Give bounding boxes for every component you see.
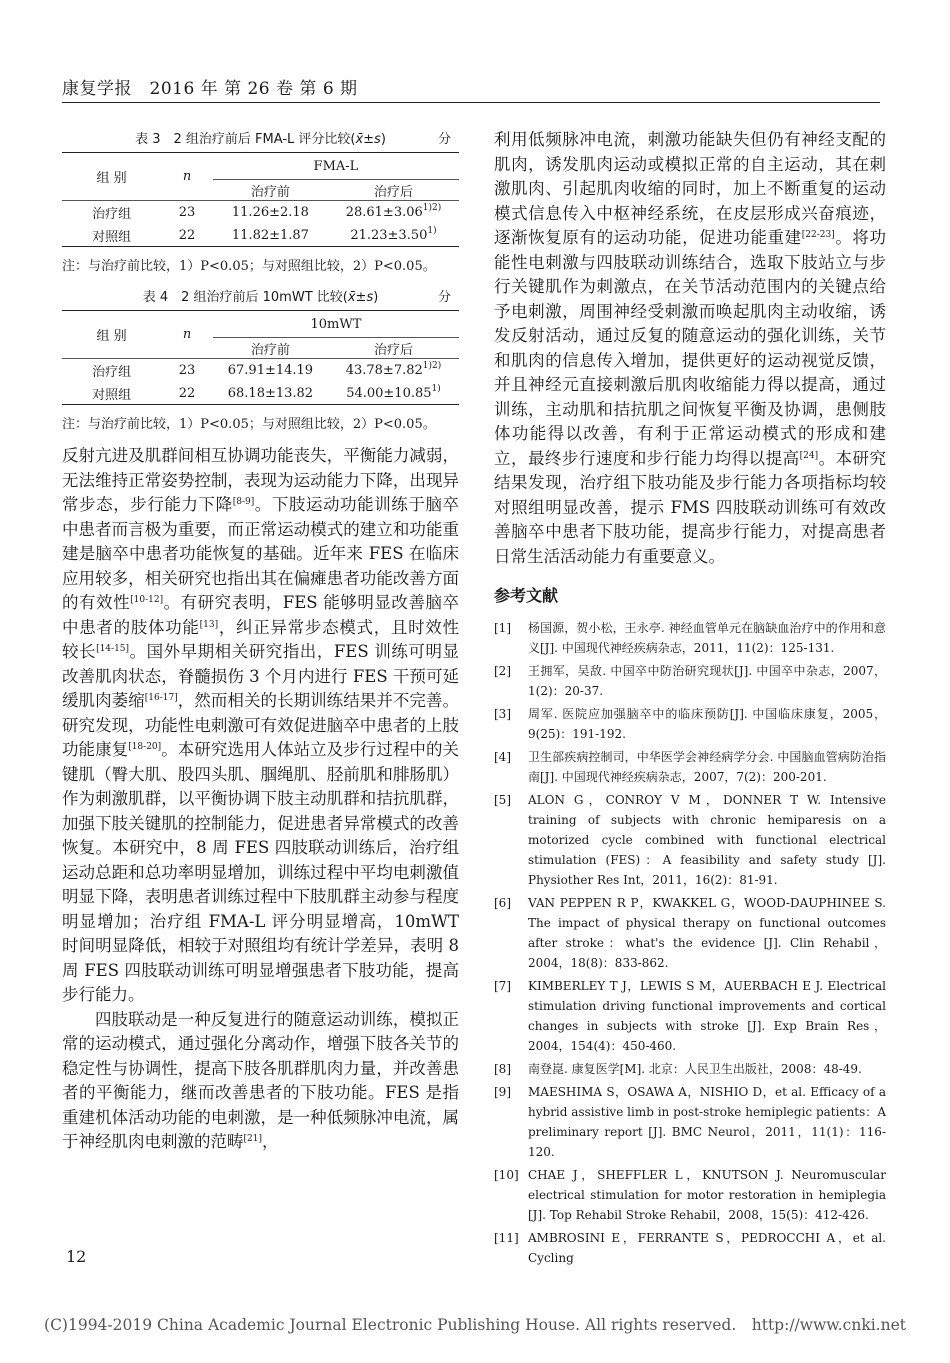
reference-item <box>494 661 886 701</box>
citation: [22-23] <box>801 230 835 240</box>
citation: [16-17] <box>144 693 178 703</box>
journal-header: 康复学报 2016 年 第 26 卷 第 6 期 <box>62 79 358 99</box>
citation: [21] <box>243 1134 262 1144</box>
text-run: 利用低频脉冲电流，刺激功能缺失但仍有神经支配的肌肉，诱发肌肉运动或模拟正常的自主运动，其在刺激肌肉、引起肌肉收缩的同时，加上不断重复的运动模式信息传入中枢神经系统，在皮层形成兴奋痕迹，逐渐恢复原有的运动功能，促进功能重建 <box>494 130 886 247</box>
table-cell-group: 对照组 <box>62 224 161 247</box>
text-run: ，然而相关的长期训练结果并不完善。研究发现，功能性电刺激可有效促进脑卒中患者的上肢功能康复 <box>62 691 459 759</box>
table3-caption-text: 表 3 2 组治疗前后 FMA-L 评分比较( <box>135 132 356 147</box>
table3-col-n: n <box>182 169 192 184</box>
reference-number: [7] <box>494 979 511 993</box>
table-cell-n: 22 <box>161 224 213 247</box>
reference-text: MAESHIMA S，OSAWA A，NISHIO D，et al. Efficacy of a hybrid assistive limb in post-stroke hemiplegic patients：A preliminary report [J]. BMC Neurol，2011，11(1)：116-120. <box>528 1085 886 1159</box>
copyright-footer: (C)1994-2019 China Academic Journal Electronic Publishing House. All rights reserved. http://www.cnki.net <box>44 1316 906 1334</box>
reference-number: [10] <box>494 1168 519 1182</box>
table-cell-group: 治疗组 <box>62 359 161 383</box>
text-run: 。下肢运动功能训练于脑卒中患者而言极为重要，而正常运动模式的建立和功能重建是脑卒中患者功能恢复的基础。近年来 FES 在临床应用较多，相关研究也指出其在偏瘫患者功能改善方面的有效性 <box>62 495 460 612</box>
table4-unit: 分 <box>437 290 451 305</box>
table-cell-after: 54.00±10.85 <box>346 385 432 401</box>
citation: [18-20] <box>128 742 162 752</box>
table-row <box>62 201 459 225</box>
reference-number: [2] <box>494 664 511 678</box>
table3 <box>62 152 459 247</box>
table3-col-measure: FMA-L <box>213 153 459 180</box>
reference-item <box>494 1228 886 1268</box>
text-run: 。国外早期相关研究指出，FES 训练可明显改善肌肉状态，脊髓损伤 3 个月内进行 FES 干预可延缓肌肉萎缩 <box>62 642 460 710</box>
citation: [14-15] <box>96 644 130 654</box>
table-cell-before: 67.91±14.19 <box>213 359 328 383</box>
reference-text: 王拥军，吴敌. 中国卒中防治研究现状[J]. 中国卒中杂志，2007，1(2)：20-37. <box>528 664 886 698</box>
table4-caption-end: ) <box>373 290 379 305</box>
text-run: 。有研究表明，FES 能够明显改善脑卒中患者的肢体功能 <box>62 593 460 637</box>
table-cell-n: 22 <box>161 382 213 405</box>
table-cell-before: 11.26±2.18 <box>213 201 328 225</box>
table-cell-n: 23 <box>161 359 213 383</box>
table-row <box>62 382 459 405</box>
table4-col-group: 组 别 <box>62 311 161 359</box>
table-cell-sup: 1) <box>431 383 441 394</box>
table4 <box>62 310 459 405</box>
reference-item <box>494 1082 886 1162</box>
text-run: 四肢联动是一种反复进行的随意运动训练，模拟正常的运动模式，通过强化分离动作，增强下肢各关节的稳定性与协调性，提高下肢各肌群肌肉力量，并改善患者的平衡能力，继而改善患者的下肢功能。FES 是指重建机体活动功能的电刺激，是一种低频脉冲电流，属于神经肌肉电刺激的范畴 <box>62 1009 459 1151</box>
reference-text: 杨国源，贺小松，王永亭. 神经血管单元在脑缺血治疗中的作用和意义[J]. 中国现代神经疾病杂志，2011，11(2)：125-131. <box>528 621 886 655</box>
reference-item <box>494 704 886 744</box>
reference-text: VAN PEPPEN R P，KWAKKEL G，WOOD-DAUPHINEE S. The impact of physical therapy on functional outcomes after stroke：what's the evidence [J]. Clin Rehabil，2004，18(8)：833-862. <box>528 896 886 970</box>
citation: [13] <box>199 619 219 630</box>
table-row <box>62 224 459 247</box>
table-cell-group: 治疗组 <box>62 201 161 225</box>
table3-note: 注：与治疗前比较，1）P<0.05；与对照组比较，2）P<0.05。 <box>62 259 436 274</box>
table-cell-before: 11.82±1.87 <box>213 224 328 247</box>
reference-text: 南登崑. 康复医学[M]. 北京：人民卫生出版社，2008：48-49. <box>528 1062 862 1076</box>
table3-unit: 分 <box>437 132 451 147</box>
table4-col-before: 治疗前 <box>213 338 328 359</box>
reference-number: [9] <box>494 1085 511 1099</box>
table4-col-after: 治疗后 <box>328 338 459 359</box>
table-cell-sup: 1)2) <box>422 361 442 371</box>
table-cell-sup: 1)2) <box>422 203 442 213</box>
reference-number: [1] <box>494 621 511 635</box>
header-rule <box>62 102 880 103</box>
reference-text: 卫生部疾病控制司，中华医学会神经病学分会. 中国脑血管病防治指南[J]. 中国现代神经疾病杂志，2007，7(2)：200-201. <box>528 750 886 784</box>
table4-col-n: n <box>182 327 192 342</box>
reference-text: 周军. 医院应加强脑卒中的临床预防[J]. 中国临床康复，2005，9(25)：191-192. <box>528 707 886 741</box>
reference-item <box>494 618 886 658</box>
right-column <box>494 128 886 1271</box>
reference-number: [8] <box>494 1062 511 1076</box>
table-cell-group: 对照组 <box>62 382 161 405</box>
table3-caption-math: x̄±s <box>355 132 381 147</box>
table3-col-group: 组 别 <box>62 153 161 201</box>
left-body-text <box>62 444 459 1155</box>
table3-col-after: 治疗后 <box>328 180 459 201</box>
reference-item <box>494 747 886 787</box>
table4-caption <box>62 286 459 310</box>
table-cell-after: 21.23±3.50 <box>350 227 428 243</box>
paragraph <box>62 1008 459 1155</box>
table-cell-sup: 1) <box>427 225 437 236</box>
reference-number: [5] <box>494 793 511 807</box>
page-number: 12 <box>66 1247 87 1266</box>
table-row <box>62 359 459 383</box>
paragraph <box>62 444 459 1008</box>
reference-number: [3] <box>494 707 511 721</box>
table4-caption-text: 表 4 2 组治疗前后 10mWT 比较( <box>142 290 348 305</box>
reference-item <box>494 1165 886 1225</box>
reference-text: AMBROSINI E，FERRANTE S，PEDROCCHI A，et al. Cycling <box>528 1231 886 1265</box>
citation: [24] <box>799 450 819 461</box>
text-run: 反射亢进及肌群间相互协调功能丧失，平衡能力减弱，无法维持正常姿势控制，表现为运动能力下降，出现异常步态，步行能力下降 <box>62 446 459 514</box>
table-cell-n: 23 <box>161 201 213 225</box>
table3-caption-end: ) <box>380 132 386 147</box>
citation: [10-12] <box>130 595 164 605</box>
table4-col-measure: 10mWT <box>213 311 459 338</box>
text-run: ，纠正异常步态模式，且时效性较长 <box>62 617 460 661</box>
citation: [8-9] <box>232 497 255 507</box>
reference-item <box>494 1059 886 1079</box>
table-cell-after: 28.61±3.06 <box>345 205 423 220</box>
reference-item <box>494 790 886 890</box>
reference-item <box>494 976 886 1056</box>
reference-item <box>494 893 886 973</box>
table4-note: 注：与治疗前比较，1）P<0.05；与对照组比较，2）P<0.05。 <box>62 417 436 432</box>
table3-col-before: 治疗前 <box>213 180 328 201</box>
table3-caption <box>62 128 459 152</box>
references-title: 参考文献 <box>494 586 559 605</box>
reference-text: ALON G，CONROY V M，DONNER T W. Intensive training of subjects with chronic hemiparesis on a motorized cycle combined with functional electrical stimulation (FES)：A feasibility and safety study [J]. Physiother Res Int，2011，16(2)：81-91. <box>528 793 886 887</box>
references-list <box>494 618 886 1268</box>
reference-text: CHAE J，SHEFFLER L，KNUTSON J. Neuromuscular electrical stimulation for motor restoration in hemiplegia [J]. Top Rehabil Stroke Rehabil，2008，15(5)：412-426. <box>528 1168 886 1222</box>
text-run: 。将功能性电刺激与四肢联动训练结合，选取下肢站立与步行关键肌作为刺激点，在关节活动范围内的关键点给予电刺激，周围神经受刺激而唤起肌肉主动收缩，诱发反射活动，通过反复的随意运动的强化训练，关节和肌肉的信息传入增加，提供更好的运动视觉反馈，并且神经元直接刺激后肌肉收缩能力得以提高，通过训练，主动肌和拮抗肌之间恢复平衡及协调，患侧肢体功能得以改善，有利于正常运动模式的形成和建立，最终步行速度和步行能力均得以提高 <box>494 228 887 468</box>
reference-number: [11] <box>494 1231 519 1245</box>
text-run: 。本研究选用人体站立及步行过程中的关键肌（臀大肌、股四头肌、腘绳肌、胫前肌和腓肠肌）作为刺激肌群，以平衡协调下肢主动肌群和拮抗肌群，加强下肢关键肌的控制能力，促进患者异常模式的改善恢复。本研究中，8 周 FES 四肢联动训练后，治疗组运动总距和总功率明显增加，训练过程中平均电刺激值明显下降，表明患者训练过程中下肢肌群主动参与程度明显增加；治疗组 FMA-L 评分明显增高，10mWT 时间明显降低，相较于对照组均有统计学差异，表明 8 周 FES 四肢联动训练可明显增强患者下肢功能，提高步行能力。 <box>62 740 459 1004</box>
table4-caption-math: x̄±s <box>347 290 374 305</box>
text-run: 。本研究结果发现，治疗组下肢功能及步行能力各项指标均较对照组明显改善，提示 FMS 四肢联动训练可有效改善脑卒中患者下肢功能，提高步行能力，对提高患者日常生活活动能力有重要意义。 <box>494 448 887 566</box>
right-body-text <box>494 128 886 569</box>
reference-text: KIMBERLEY T J，LEWIS S M，AUERBACH E J. Electrical stimulation driving functional improvements and cortical changes in subjects with stroke [J]. Exp Brain Res，2004，154(4)：450-460. <box>528 979 886 1053</box>
paragraph <box>494 128 886 569</box>
text-run: ， <box>261 1132 279 1151</box>
reference-number: [6] <box>494 896 511 910</box>
left-column <box>62 128 459 1155</box>
table-cell-before: 68.18±13.82 <box>213 382 328 405</box>
table-cell-after: 43.78±7.82 <box>345 363 423 378</box>
reference-number: [4] <box>494 750 511 764</box>
